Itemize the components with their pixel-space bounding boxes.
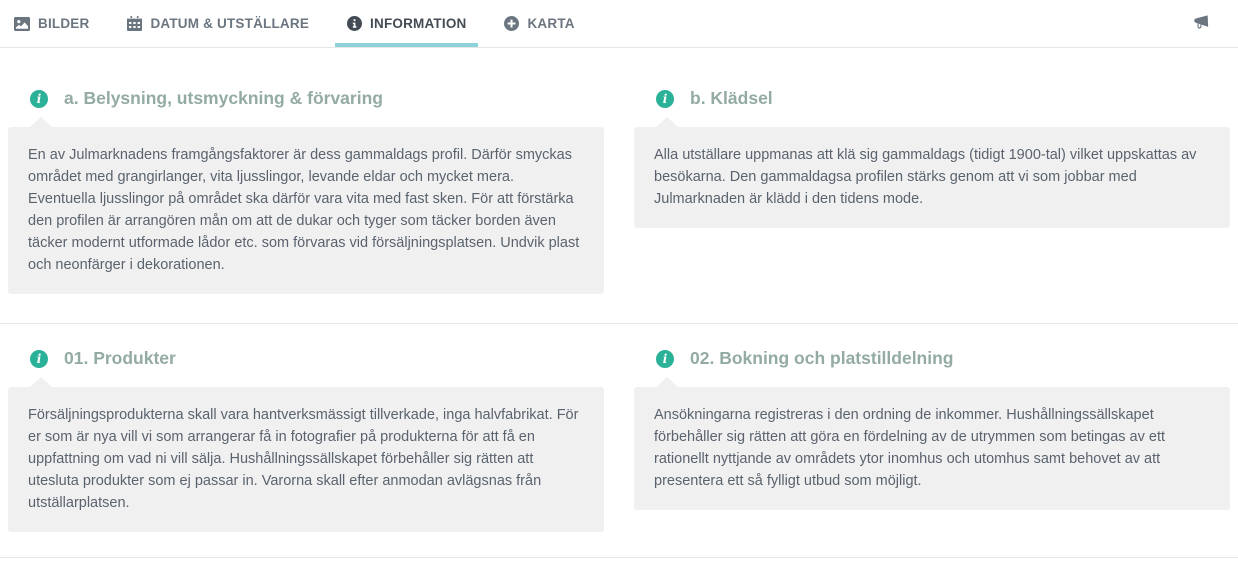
section-heading (8, 348, 604, 369)
tab-bar (0, 0, 1238, 48)
bubble-arrow (30, 377, 52, 387)
section-title: 01. Produkter (64, 348, 176, 368)
bottom-divider (0, 557, 1238, 558)
info-icon: i (656, 350, 674, 368)
section-body-box (8, 127, 604, 294)
section-title: a. Belysning, utsmyckning & förvaring (64, 88, 383, 108)
tab-information[interactable] (335, 0, 478, 47)
section-heading (634, 88, 1230, 109)
info-section-produkter (8, 324, 604, 532)
info-icon: i (30, 90, 48, 108)
info-circle-icon (347, 16, 362, 31)
section-body-text: Försäljningsprodukterna skall vara hantverksmässigt tillverkade, inga halvfabrikat. För er som är nya vill vi som arrangerar få in fotografier på produkterna för att få en uppfattning om vad ni vill sälja. Hushållningssällskapet förbehåller sig rätten att utesluta produkter som ej passar in. Varorna skall efter anmodan avlägsnas från utställarplatsen. (28, 407, 579, 511)
calendar-icon (127, 16, 142, 31)
tab-label: KARTA (527, 16, 575, 31)
information-tab-content (0, 48, 1238, 558)
section-body-box (634, 387, 1230, 510)
tab-label: INFORMATION (370, 16, 467, 31)
plus-circle-icon (504, 16, 519, 31)
info-section-bokning (634, 324, 1230, 510)
section-body-text: Alla utställare uppmanas att klä sig gammaldags (tidigt 1900-tal) vilket uppskattas av besökarna. Den gammaldagsa profilen stärks genom att vi som jobbar med Julmarknaden är klädd i den tidens mode. (654, 147, 1197, 207)
info-icon: i (30, 350, 48, 368)
section-body-box (634, 127, 1230, 228)
section-title: b. Klädsel (690, 88, 773, 108)
section-heading (8, 88, 604, 109)
tab-label: BILDER (38, 16, 90, 31)
tab-list (2, 0, 601, 47)
tab-karta[interactable] (492, 0, 586, 47)
bubble-arrow (656, 117, 678, 127)
section-body-text: Ansökningarna registreras i den ordning de inkommer. Hushållningssällskapet förbehåller sig rätten att göra en fördelning av de utrymmen som betingas av ett rationellt nyttjande av områdets ytor inomhus och utomhus samt behovet av att presentera ett så fylligt utbud som möjligt. (654, 407, 1166, 489)
bubble-arrow (656, 377, 678, 387)
info-row-1 (8, 48, 1230, 294)
info-row-2 (8, 324, 1230, 532)
section-body-box (8, 387, 604, 532)
section-title: 02. Bokning och platstilldelning (690, 348, 954, 368)
bubble-arrow (30, 117, 52, 127)
section-heading (634, 348, 1230, 369)
tab-datum-utstallare[interactable] (115, 0, 321, 47)
image-icon (14, 17, 30, 31)
tab-bilder[interactable] (2, 0, 101, 47)
info-section-belysning (8, 48, 604, 294)
section-body-text: En av Julmarknadens framgångsfaktorer är dess gammaldags profil. Därför smyckas området med grangirlanger, vita ljusslingor, levande eldar och mycket mera. Eventuella ljusslingor på området ska därför vara vita med fast sken. För att förstärka den profilen är arrangören mån om att de dukar och tyger som täcker borden även täcker modernt utformade lådor etc. som förvaras vid försäljningsplatsen. Undvik plast och neonfärger i dekorationen. (28, 147, 580, 273)
tab-label: DATUM & UTSTÄLLARE (150, 16, 310, 31)
info-section-kladsel (634, 48, 1230, 228)
megaphone-icon[interactable] (1191, 13, 1212, 34)
info-icon: i (656, 90, 674, 108)
